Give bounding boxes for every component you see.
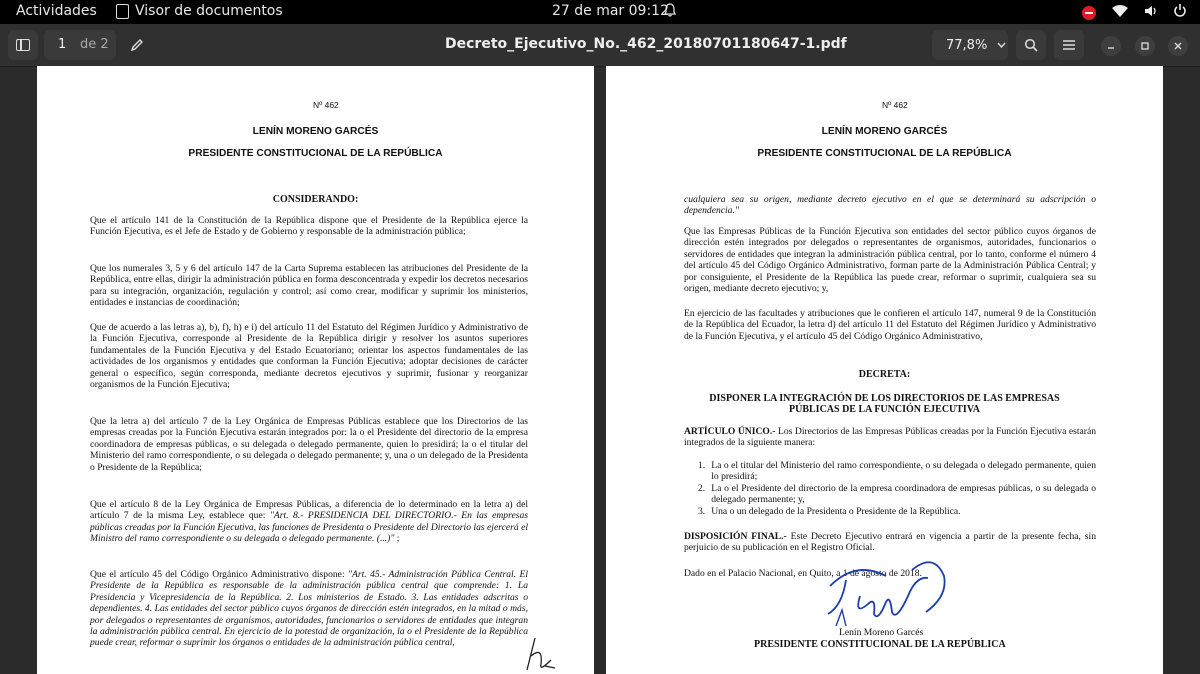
wifi-icon <box>1112 5 1128 21</box>
paragraph: Que la letra a) del artículo 7 de la Ley Orgánica de Empresas Públicas establece que los Directorios de las empresas creadas por la Función Ejecutiva estarán integrados por: la o el Presidente del directorio de la empresa coordinadora de empresas públicas, o su delegada o delegado permanente, quien lo presidirá; la o el titular del Ministerio del ramo correspondiente, o su delegada o delegado permanente; y, una o un delegado de la Presidenta o Presidente de la República; <box>90 416 528 473</box>
zoom-selector[interactable] <box>932 30 1008 60</box>
page-count: de 2 <box>80 37 109 52</box>
paragraph: En ejercicio de las facultades y atribuciones que le confieren el artículo 147, numeral 9 de la Constitución de la República del Ecuador, la letra d) del artículo 11 del Estatuto del Régimen Jurídico y Administrativo de la Función Ejecutiva, y el artículo 45 del Código Orgánico Administrativo, <box>684 308 1096 342</box>
document-title: Decreto_Ejecutivo_No._462_20180701180647-1.pdf <box>445 36 847 52</box>
paragraph <box>90 569 528 649</box>
continued-quote: cualquiera sea su origen, mediante decreto ejecutivo en el que se determinará su adscripción o dependencia." <box>684 194 1096 217</box>
annotate-button[interactable] <box>122 30 152 60</box>
quote-text: "Art. 45.- Administración Pública Central. El Presidente de la República es responsable de la administración pública central que comprende: 1. La Presidencia y Vicepresidencia de la República. 2. Los ministerios de Estado. 3. Las entidades adscritas o dependientes. 4. Las entidades del sector público cuyos órganos de dirección estén integrados, en la mitad o más, por delegados o representantes de organismos, autoridades, funcionarios o servidores de entidades que integran la administración pública central. En ejercicio de la potestad de organización, la o el Presidente de la República puede crear, reformar o suprimir los órganos o entidades de la administración pública central, <box>90 569 528 649</box>
app-menu[interactable] <box>116 3 283 19</box>
list-text: La o el Presidente del directorio de la empresa coordinadora de empresas públicas, o su delegada o delegado permanente; y, <box>711 482 1096 506</box>
pencil-icon <box>130 38 144 52</box>
decree-number: Nº 462 <box>313 100 339 110</box>
paragraph: Que las Empresas Públicas de la Función Ejecutiva son entidades del sector público cuyos órganos de dirección estén integrados por delegados o representantes de organismos, autoridades, funcionarios o servidores de entidades que integran la administración pública central, por lo tanto, conforme el número 4 del artículo 45 del Código Orgánico Administrativo, forman parte de la Administración Pública Central; y por consiguiente, el Presidente de la República las puede crear, reformar o suprimir, cualquiera sea su origen, mediante decreto ejecutivo; y, <box>684 226 1096 295</box>
president-name: LENÍN MORENO GARCÉS <box>252 126 379 137</box>
list-text: La o el titular del Ministerio del ramo correspondiente, o su delegada o delegado permanente, quien lo presidirá; <box>711 460 1096 483</box>
power-icon <box>1174 4 1186 21</box>
list-text: Una o un delegado de la Presidenta o Presidente de la República. <box>711 505 961 517</box>
president-name: LENÍN MORENO GARCÉS <box>821 126 948 137</box>
article-text: Los Directorios de las Empresas Públicas creadas por la Función Ejecutiva estarán integrados de la siguiente manera: <box>684 426 1097 449</box>
disposition-label: DISPOSICIÓN FINAL.- <box>684 531 787 542</box>
maximize-button[interactable] <box>1135 36 1155 56</box>
search-icon <box>1024 38 1038 52</box>
paragraph <box>90 499 528 545</box>
close-button[interactable] <box>1168 36 1188 56</box>
volume-icon <box>1144 5 1158 21</box>
paragraph-text: ; <box>394 533 400 545</box>
disposition-text: Este Decreto Ejecutivo entrará en vigencia a partir de la presente fecha, sin perjuicio de su publicación en el Registro Oficial. <box>684 531 1096 554</box>
final-disposition <box>684 531 1096 554</box>
zoom-level: 77,8% <box>946 37 988 53</box>
decree-number: Nº 462 <box>882 100 908 110</box>
pdf-page-2 <box>606 66 1163 674</box>
header-bar <box>0 24 1200 67</box>
hamburger-icon <box>1063 40 1075 50</box>
page-selector[interactable] <box>44 30 116 60</box>
main-menu-button[interactable] <box>1054 30 1084 60</box>
paragraph: Que el artículo 141 de la Constitución de la República dispone que el Presidente de la República ejerce la Función Ejecutiva, es el Jefe de Estado y de Gobierno y responsable de la administración pública; <box>90 215 528 238</box>
chevron-down-icon <box>997 42 1006 48</box>
top-bar <box>0 0 1200 24</box>
signatory-name: Lenín Moreno Garcés <box>839 627 924 638</box>
minimize-icon <box>1107 42 1115 50</box>
activities-button[interactable]: Actividades <box>16 3 97 19</box>
considerando-heading: CONSIDERANDO: <box>272 194 359 205</box>
dispose-heading-line2: PÚBLICAS DE LA FUNCIÓN EJECUTIVA <box>789 404 980 415</box>
paragraph: Que los numerales 3, 5 y 6 del artículo 147 de la Carta Suprema establecen las atribuciones del Presidente de la República, entre ellas, dirigir la administración pública en forma desconcentrada y expedir los decretos necesarios para su integración, organización, regulación y control; así como crear, modificar y suprimir los ministerios, entidades e instancias de coordinación; <box>90 263 528 309</box>
quote-text: "Art. 8.- PRESIDENCIA DEL DIRECTORIO.- En las empresas públicas creadas por la Función Ejecutiva, las funciones de Presidenta o Presidente del Directorio las ejercerá el Ministro del ramo correspondiente o su delegada o delegado permanente. (...)" <box>90 510 528 545</box>
paragraph-text: Que el artículo 45 del Código Orgánico Administrativo dispone: <box>90 569 349 580</box>
list-item <box>698 460 1096 483</box>
initials-signature <box>521 634 557 674</box>
restore-icon <box>1141 42 1149 50</box>
dispose-heading-line1: DISPONER LA INTEGRACIÓN DE LOS DIRECTORIOS DE LAS EMPRESAS <box>709 393 1060 404</box>
president-heading: PRESIDENTE CONSTITUCIONAL DE LA REPÚBLICA <box>757 148 1012 159</box>
do-not-disturb-icon <box>1082 6 1096 20</box>
member-list <box>698 460 1096 517</box>
sidebar-toggle-button[interactable] <box>8 30 38 60</box>
article-label: ARTÍCULO ÚNICO.- <box>684 426 776 437</box>
list-item <box>698 506 1096 517</box>
alarm-icon <box>664 3 676 21</box>
list-item <box>698 483 1096 506</box>
paragraph: Que de acuerdo a las letras a), b), f), h) e i) del artículo 11 del Estatuto del Régimen Jurídico y Administrativo de la Función Ejecutiva, corresponde al Presidente de la República dirigir y resolver los asuntos superiores fundamentales de la Función Ejecutiva y del Estado Ecuatoriano; orientar los aspectos fundamentales de las actividades de los organismos y entidades que conforman la Función Ejecutiva; adoptar decisiones de carácter general o específico, según corresponda, mediante decretos ejecutivos y suprimir, fusionar y reorganizar organismos de la Función Ejecutiva; <box>90 322 528 391</box>
signatory-title: PRESIDENTE CONSTITUCIONAL DE LA REPÚBLICA <box>754 639 1006 650</box>
list-number: 1. <box>698 460 706 471</box>
list-number: 3. <box>698 505 706 517</box>
president-heading: PRESIDENTE CONSTITUCIONAL DE LA REPÚBLICA <box>188 148 443 159</box>
pdf-page-1 <box>37 66 594 674</box>
minimize-button[interactable] <box>1101 36 1121 56</box>
paragraph-text: Que el artículo 8 de la Ley Orgánica de Empresas Públicas, a diferencia de lo determinado en la letra a) del artículo 7 de la misma Ley, establece que: <box>90 499 528 522</box>
decreta-heading: DECRETA: <box>858 369 911 380</box>
system-tray[interactable] <box>1082 4 1186 21</box>
search-button[interactable] <box>1016 30 1046 60</box>
article-paragraph <box>684 426 1096 449</box>
sidebar-icon <box>16 39 30 51</box>
dado-line: Dado en el Palacio Nacional, en Quito, a 1 de agosto de 2018. <box>684 568 922 579</box>
clock[interactable]: 27 de mar 09:12 <box>552 3 669 19</box>
app-name: Visor de documentos <box>135 3 283 19</box>
close-icon <box>1174 42 1182 50</box>
president-signature <box>816 556 956 636</box>
list-number: 2. <box>698 482 706 494</box>
document-viewer-icon <box>116 4 129 19</box>
page-number-input[interactable]: 1 <box>58 37 67 52</box>
